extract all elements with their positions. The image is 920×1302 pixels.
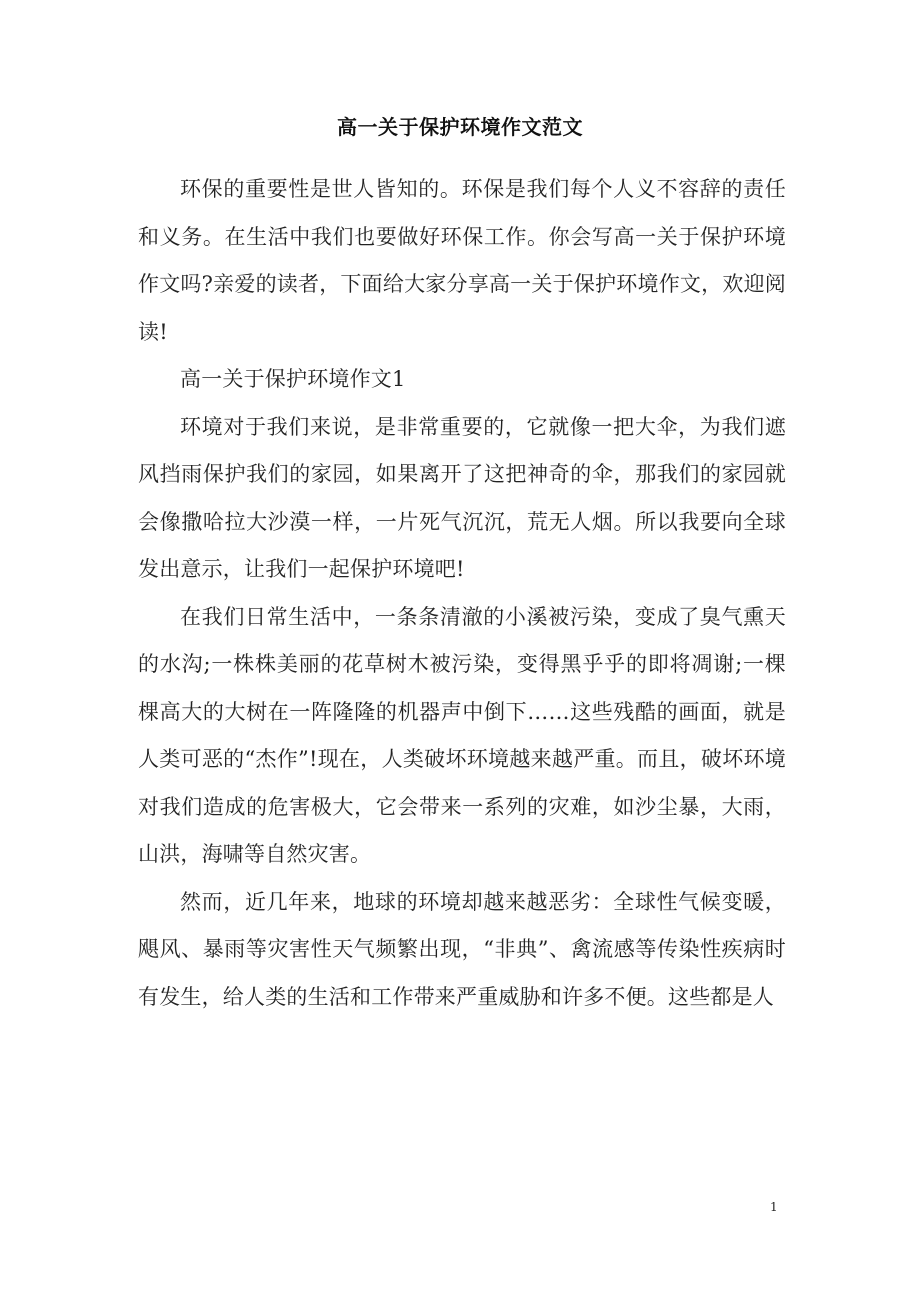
document-body <box>138 166 786 1021</box>
body-paragraph: 然而，近几年来，地球的环境却越来越恶劣：全球性气候变暖，飓风、暴雨等灾害性天气频繁出现，“非典”、禽流感等传染性疾病时有发生，给人类的生活和工作带来严重威胁和许多不便。这些都是人 <box>138 889 786 1009</box>
body-paragraph: 在我们日常生活中，一条条清澈的小溪被污染，变成了臭气熏天的水沟;一株株美丽的花草树木被污染，变得黑乎乎的即将凋谢;一棵棵高大的大树在一阵隆隆的机器声中倒下……这些残酷的画面，就是人类可恶的“杰作”!现在，人类破坏环境越来越严重。而且，破坏环境对我们造成的危害极大，它会带来一系列的灾难，如沙尘暴，大雨，山洪，海啸等自然灾害。 <box>138 604 786 866</box>
intro-paragraph: 环保的重要性是世人皆知的。环保是我们每个人义不容辞的责任和义务。在生活中我们也要做好环保工作。你会写高一关于保护环境作文吗?亲爱的读者，下面给大家分享高一关于保护环境作文，欢迎阅读! <box>138 177 786 344</box>
body-paragraph: 环境对于我们来说，是非常重要的，它就像一把大伞，为我们遮风挡雨保护我们的家园，如果离开了这把神奇的伞，那我们的家园就会像撒哈拉大沙漠一样，一片死气沉沉，荒无人烟。所以我要向全球发出意示，让我们一起保护环境吧! <box>138 414 786 581</box>
section-heading: 高一关于保护环境作文1 <box>180 367 406 391</box>
page-number: 1 <box>770 1200 778 1214</box>
document-title: 高一关于保护环境作文范文 <box>337 115 583 139</box>
